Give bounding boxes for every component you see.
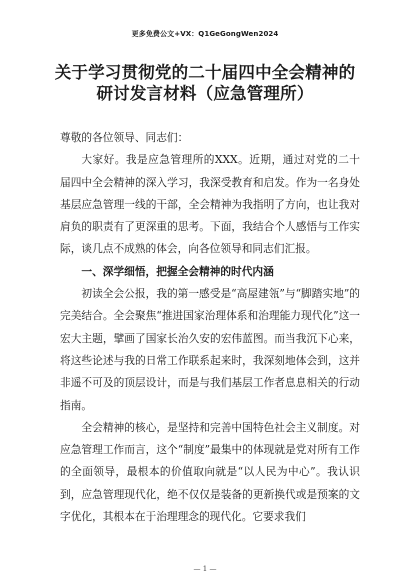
- page-header-promo: 更多免费公文+VX：Q1GeGongWen2024: [131, 30, 279, 38]
- paragraph-intro: 大家好。我是应急管理所的XXX。近期，通过对党的二十届四中全会精神的深入学习，我深受教育和启发。作为一名身处基层应急管理一线的干部，全会精神为我指明了方向，也让我对肩负的职责有了更深重的思考。下面，我结合个人感悟与工作实际，谈几点不成熟的体会，向各位领导和同志们汇报。: [60, 153, 360, 256]
- page-number: — 1 —: [193, 565, 217, 573]
- title-line-2: 研讨发言材料（应急管理所）: [96, 84, 314, 103]
- section-heading-1: 一、深学细悟，把握全会精神的时代内涵: [81, 264, 274, 278]
- title-line-1: 关于学习贯彻党的二十届四中全会精神的: [54, 63, 356, 82]
- document-body: [60, 127, 360, 528]
- paragraph-3: 全会精神的核心，是坚持和完善中国特色社会主义制度。对应急管理工作而言，这个“制度”最集中的体现就是党对所有工作的全面领导，最根本的价值取向就是“以人民为中心”。我认识到，应急管理现代化，绝不仅仅是装备的更新换代或是预案的文字优化，其根本在于治理理念的现代化。它要求我们: [60, 420, 360, 524]
- document-title: [40, 62, 370, 104]
- paragraph-2: 初读全会公报，我的第一感受是“高屋建瓴”与“脚踏实地”的完美结合。全会聚焦“推进国家治理体系和治理能力现代化”这一宏大主题，擘画了国家长治久安的宏伟蓝图。而当我沉下心来，将这些论述与我的日常工作联系起来时，我深刻地体会到，这并非遥不可及的顶层设计，而是与我们基层工作者息息相关的行动指南。: [60, 287, 360, 412]
- salutation: 尊敬的各位领导、同志们：: [60, 131, 189, 144]
